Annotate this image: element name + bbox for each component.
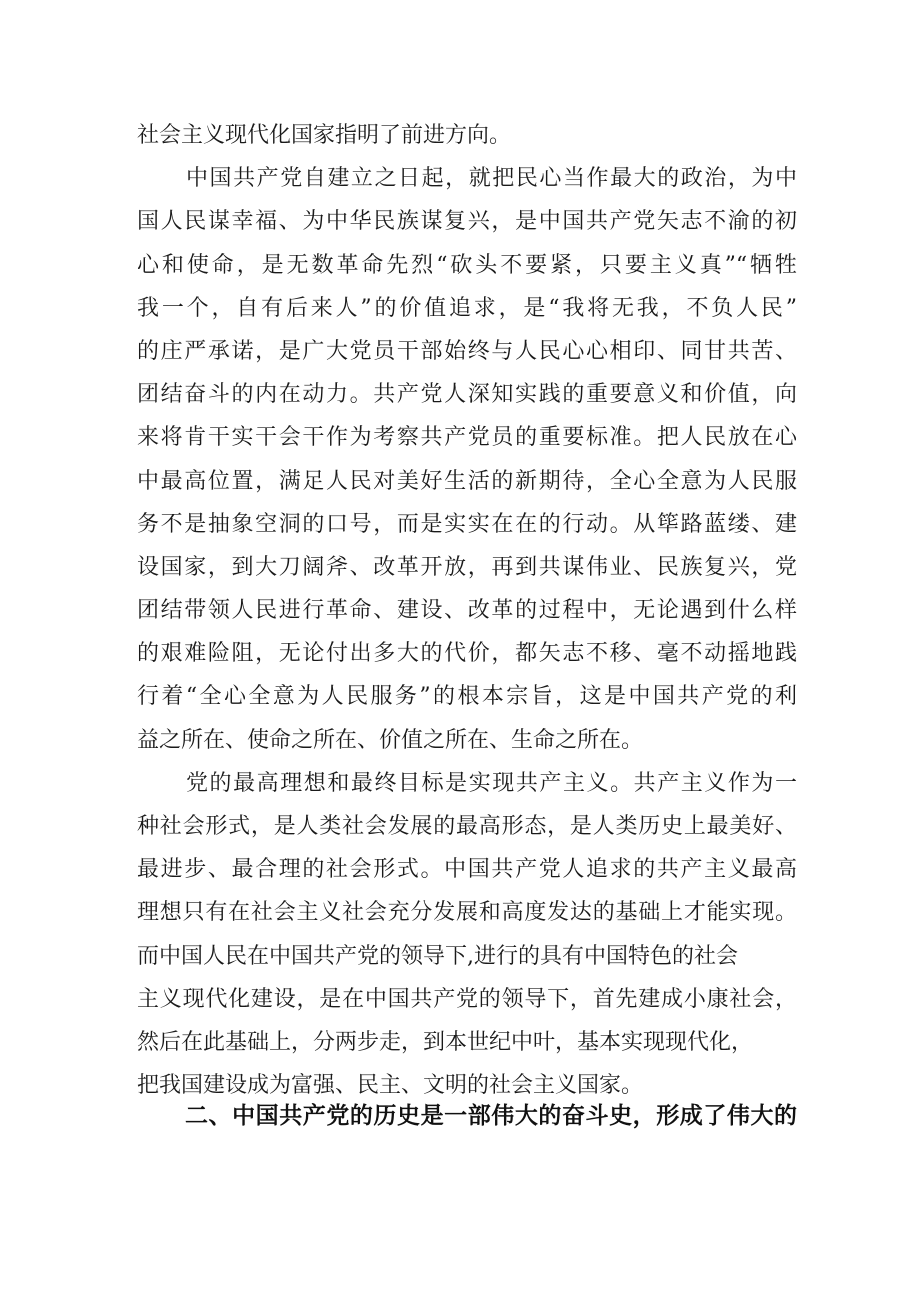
paragraph-first-line: 党的最高理想和最终目标是实现共产主义。共产主义作为一 — [186, 770, 797, 796]
text-line: 然后在此基础上，分两步走，到本世纪中叶，基本实现现代化， — [137, 1029, 754, 1055]
paragraph-last-line: 益之所在、使命之所在、价值之所在、生命之所在。 — [137, 727, 644, 753]
text-line: 中最高位置，满足人民对美好生活的新期待，全心全意为人民服 — [137, 468, 797, 494]
text-line: 而中国人民在中国共产党的领导下,进行的具有中国特色的社会 — [137, 943, 738, 969]
text-line: 国人民谋幸福、为中华民族谋复兴，是中国共产党矢志不渝的初 — [137, 209, 797, 235]
body-text — [137, 114, 797, 1107]
text-line: 的庄严承诺，是广大党员干部始终与人民心心相印、同甘共苦、 — [137, 338, 797, 364]
text-line: 我一个，自有后来人”的价值追求，是“我将无我，不负人民” — [137, 295, 797, 321]
text-line: 种社会形式，是人类社会发展的最高形态，是人类历史上最美好、 — [137, 814, 797, 839]
text-line: 的艰难险阻，无论付出多大的代价，都矢志不移、毫不动摇地践 — [137, 641, 797, 667]
text-line: 团结奋斗的内在动力。共产党人深知实践的重要意义和价值，向 — [137, 382, 797, 408]
paragraph-last-line: 把我国建设成为富强、民主、文明的社会主义国家。 — [137, 1073, 644, 1099]
text-line: 社会主义现代化国家指明了前进方向。 — [137, 123, 512, 148]
text-line: 行着“全心全意为人民服务”的根本宗旨，这是中国共产党的利 — [137, 684, 797, 710]
text-line: 来将肯干实干会干作为考察共产党员的重要标准。把人民放在心 — [137, 425, 797, 451]
text-line: 务不是抽象空洞的口号，而是实实在在的行动。从筚路蓝缕、建 — [137, 511, 797, 537]
text-line: 理想只有在社会主义社会充分发展和高度发达的基础上才能实现。 — [137, 900, 797, 926]
text-line: 主义现代化建设，是在中国共产党的领导下，首先建成小康社会， — [137, 986, 797, 1012]
section-heading: 二、中国共产党的历史是一部伟大的奋斗史，形成了伟大的 — [185, 1103, 797, 1129]
paragraph-first-line: 中国共产党自建立之日起，就把民心当作最大的政治，为中 — [186, 166, 797, 192]
text-line: 设国家，到大刀阔斧、改革开放，再到共谋伟业、民族复兴，党 — [137, 554, 797, 580]
text-line: 团结带领人民进行革命、建设、改革的过程中，无论遇到什么样 — [137, 598, 797, 624]
text-line: 最进步、最合理的社会形式。中国共产党人追求的共产主义最高 — [137, 857, 797, 883]
text-line: 心和使命，是无数革命先烈“砍头不要紧，只要主义真”“牺牲 — [137, 252, 797, 278]
